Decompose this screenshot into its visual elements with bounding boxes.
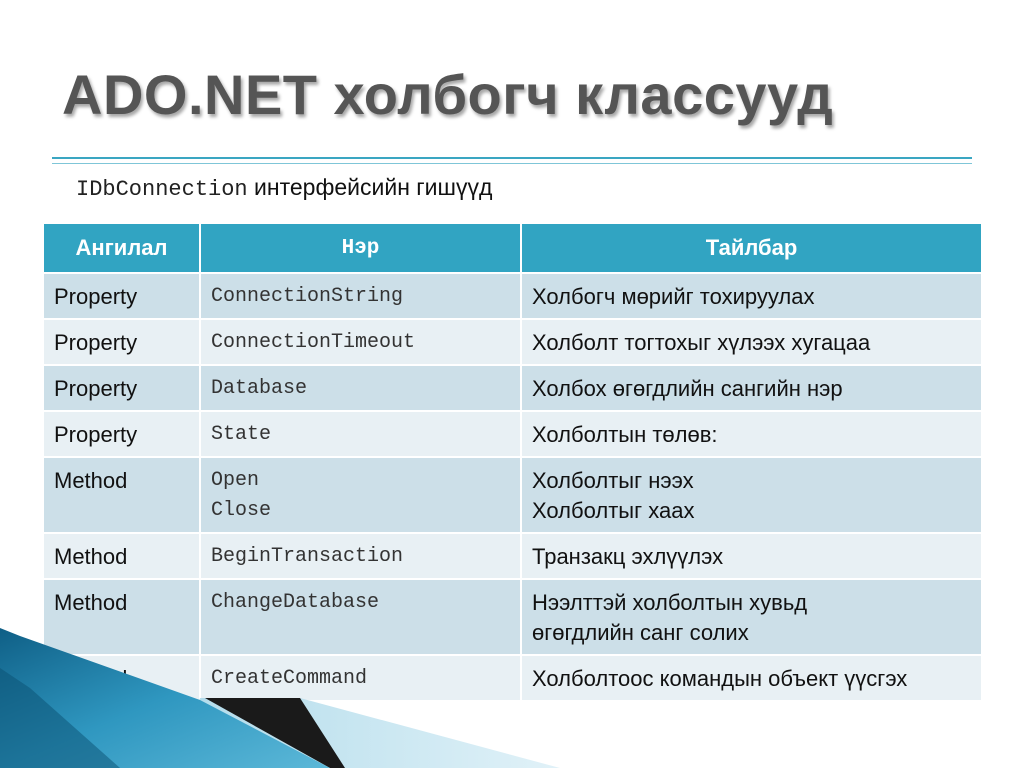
member-name: Close	[211, 499, 272, 522]
member-name: ChangeDatabase	[211, 591, 380, 614]
subtitle	[76, 174, 492, 202]
slide-title: ADO.NET холбогч классууд	[62, 63, 834, 126]
description-line: Холбох өгөгдлийн сангийн нэр	[532, 376, 843, 401]
title-divider-thin	[52, 163, 972, 164]
cell-description	[521, 579, 982, 655]
cell-description	[521, 533, 982, 579]
cell-category: Method	[43, 579, 200, 655]
member-name: Open	[211, 469, 260, 492]
cell-name	[200, 319, 521, 365]
description-line: Транзакц эхлүүлэх	[532, 544, 724, 569]
cell-description	[521, 365, 982, 411]
column-header-description: Тайлбар	[521, 223, 982, 273]
decorative-corner-graphic	[0, 628, 560, 768]
column-header-category: Ангилал	[43, 223, 200, 273]
subtitle-text: интерфейсийн гишүүд	[254, 174, 493, 200]
member-name: State	[211, 423, 272, 446]
cell-description	[521, 273, 982, 319]
cell-description	[521, 319, 982, 365]
cell-description	[521, 655, 982, 701]
description-line: Холболт тогтохыг хүлээх хугацаа	[532, 330, 871, 355]
description-line: Нээлттэй холболтын хувьд	[532, 590, 808, 615]
table-row	[43, 319, 982, 365]
description-line: Холболтыг хаах	[532, 498, 695, 523]
member-name: ConnectionString	[211, 285, 404, 308]
cell-description	[521, 457, 982, 533]
description-line: Холболтын төлөв:	[532, 422, 718, 447]
title-divider	[52, 157, 972, 159]
cell-category: Property	[43, 319, 200, 365]
member-name: ConnectionTimeout	[211, 331, 416, 354]
cell-name	[200, 411, 521, 457]
cell-category: Property	[43, 365, 200, 411]
member-name: BeginTransaction	[211, 545, 404, 568]
table-row	[43, 411, 982, 457]
cell-name	[200, 457, 521, 533]
cell-category: Property	[43, 273, 200, 319]
description-line: Холбогч мөрийг тохируулах	[532, 284, 815, 309]
member-name: Database	[211, 377, 308, 400]
cell-name	[200, 533, 521, 579]
cell-category: Method	[43, 533, 200, 579]
cell-category: Property	[43, 411, 200, 457]
description-line: Холболтыг нээх	[532, 468, 694, 493]
table-row	[43, 273, 982, 319]
subtitle-code: IDbConnection	[76, 177, 248, 202]
cell-name	[200, 365, 521, 411]
cell-description	[521, 411, 982, 457]
cell-category: Method	[43, 457, 200, 533]
column-header-name: Нэр	[200, 223, 521, 273]
table-header-row	[43, 223, 982, 273]
table-row	[43, 457, 982, 533]
table-row	[43, 365, 982, 411]
table-row	[43, 533, 982, 579]
description-line: өгөгдлийн санг солих	[532, 620, 749, 645]
description-line: Холболтоос командын объект үүсгэх	[532, 666, 908, 691]
member-name: CreateCommand	[211, 667, 368, 690]
cell-name	[200, 273, 521, 319]
